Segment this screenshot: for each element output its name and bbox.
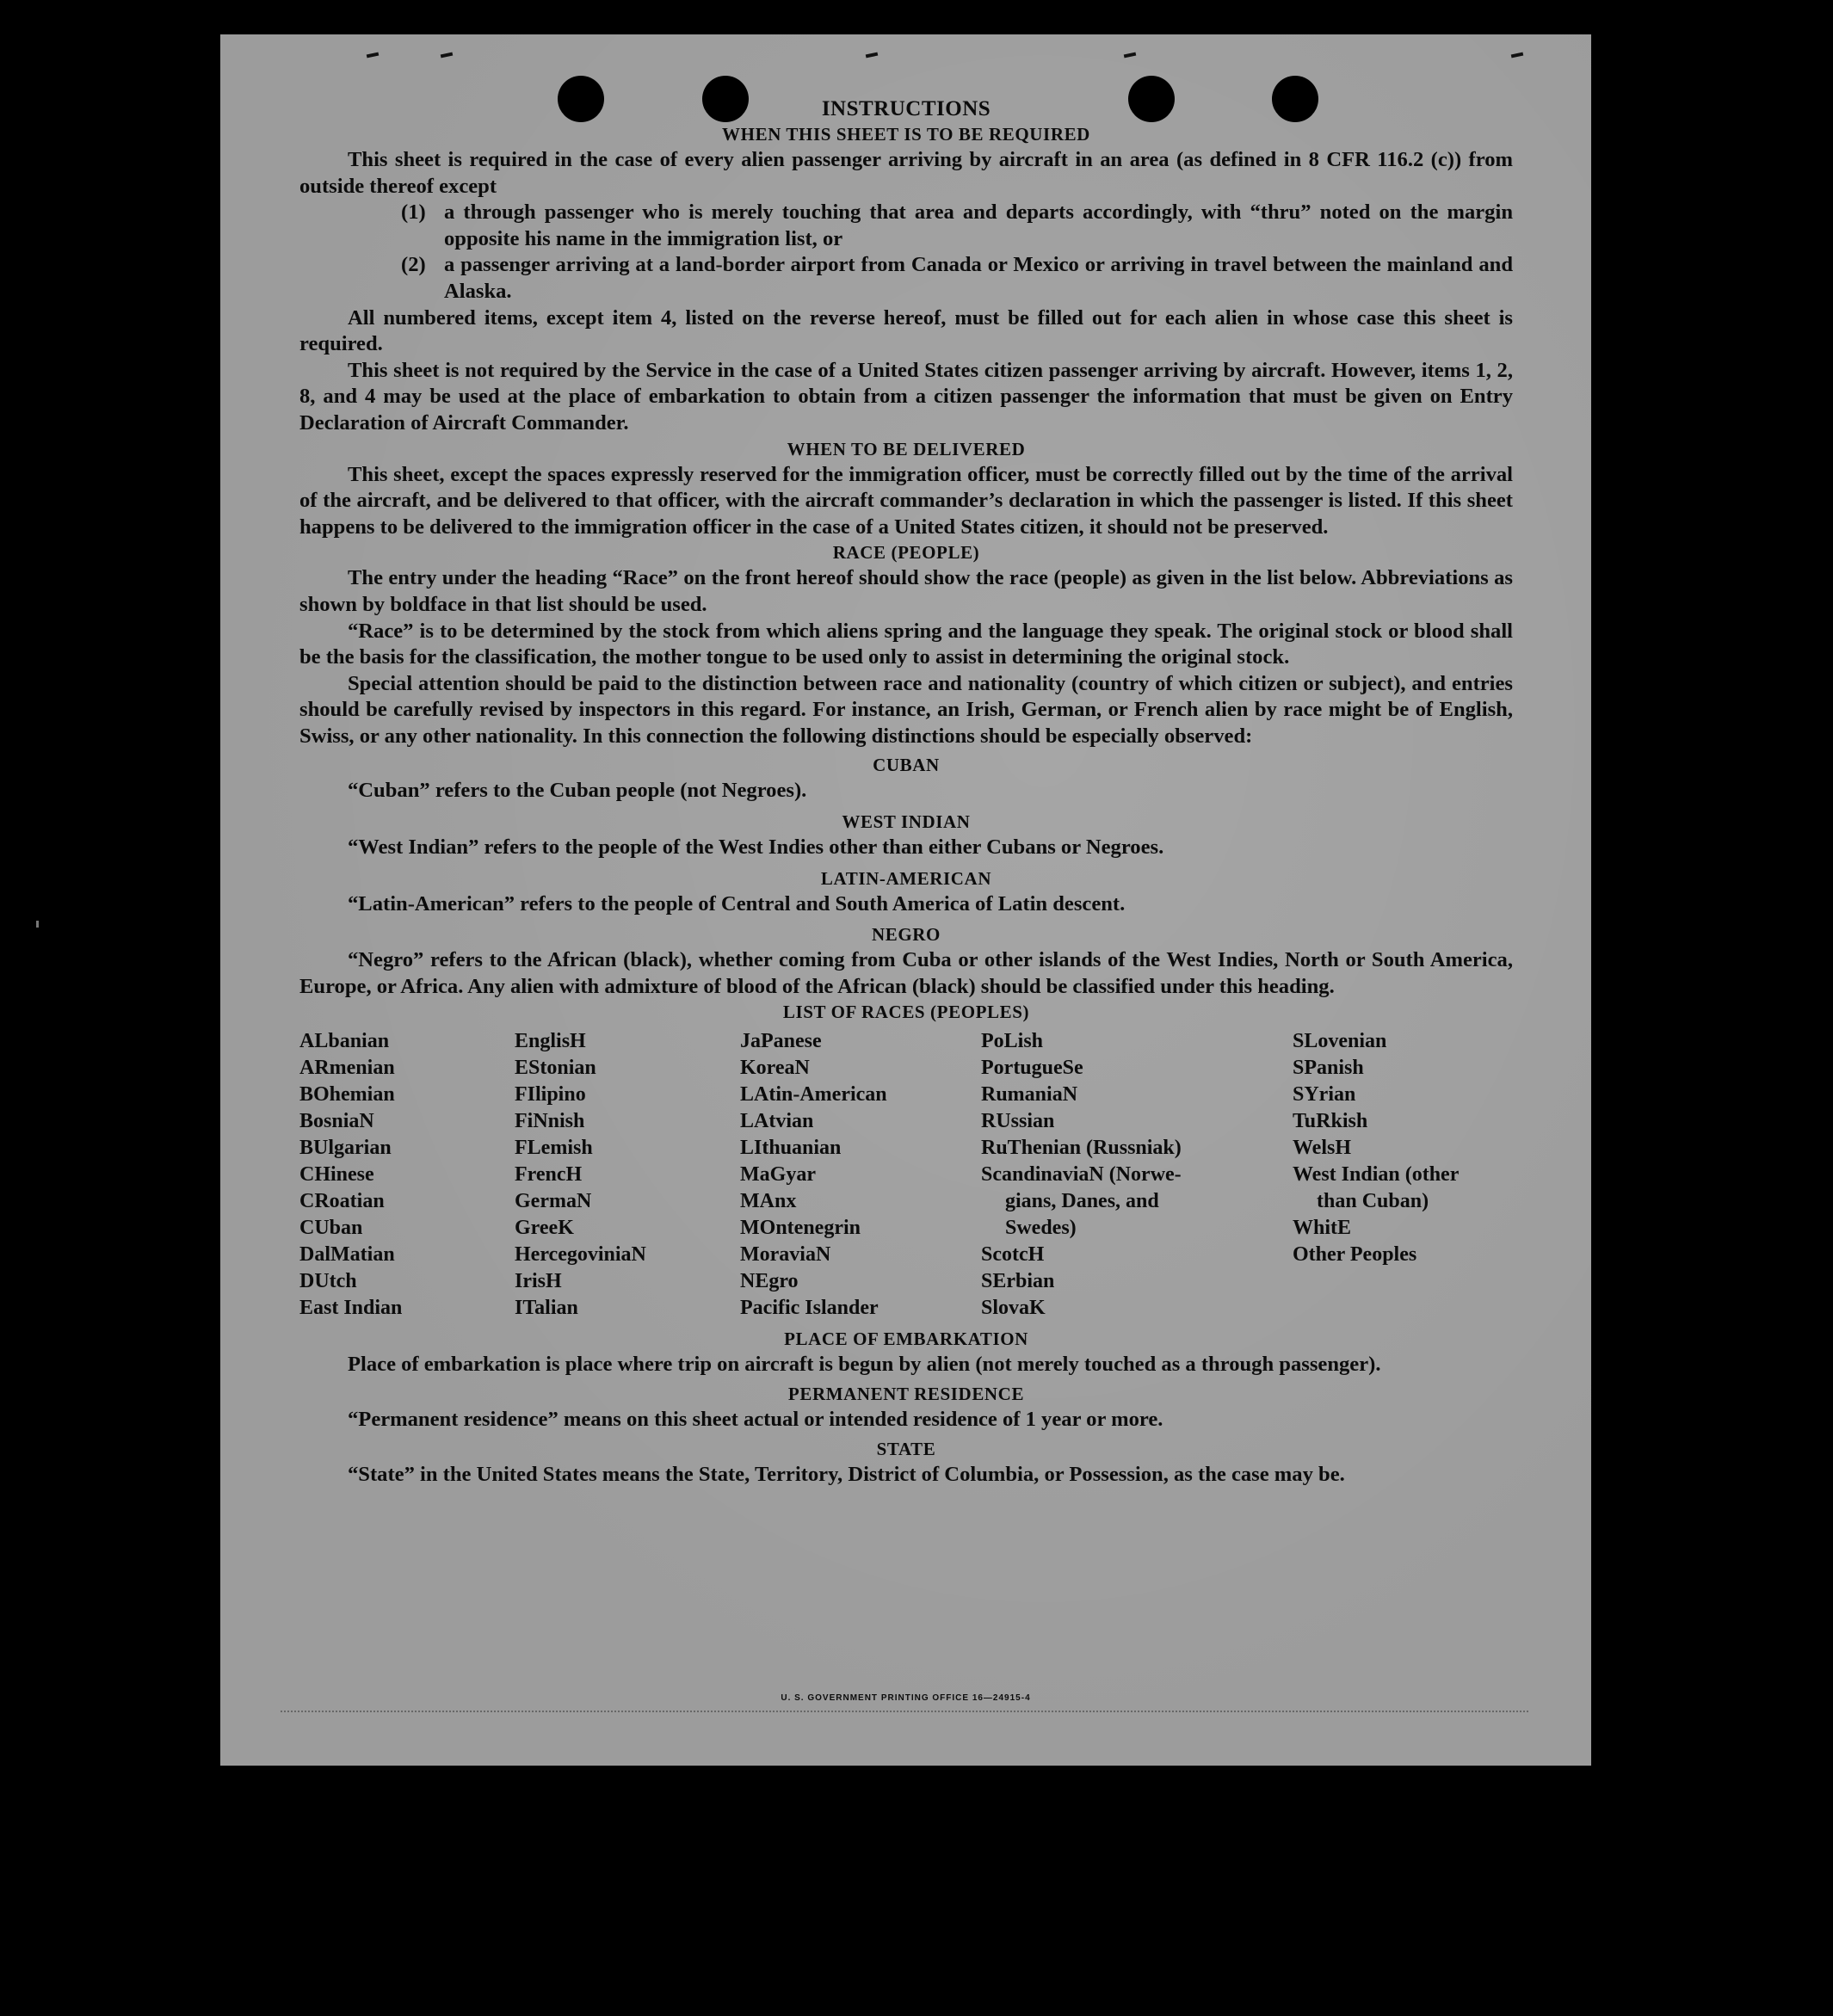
race-entry: BosniaN [299, 1110, 374, 1133]
race-entry: FLemish [515, 1137, 593, 1160]
race-entry: FiNnish [515, 1110, 585, 1133]
citizen-paragraph: This sheet is not required by the Service in the case of a United States citizen passenger arriving by aircraft. However, items 1, 2, 8, and 4 may be used at the place of embarkation to obtain from a citizen passenger the information that must be given on Entry Declaration of Aircraft Commander. [299, 358, 1513, 435]
document-sheet [220, 34, 1591, 1766]
edge-mark [1511, 52, 1524, 59]
item-number: (1) [401, 200, 426, 225]
race-entry: FIlipino [515, 1083, 586, 1107]
race-entry: Pacific Islander [740, 1297, 879, 1320]
instructions-content [299, 96, 1513, 1488]
race-entry: NEgro [740, 1270, 799, 1293]
required-intro: This sheet is required in the case of every alien passenger arriving by aircraft in an area (as defined in 8 CFR 116.2 (c)) from outside thereof except [299, 148, 1513, 198]
race-paragraph-1: The entry under the heading “Race” on the front hereof should show the race (people) as given in the list below. Abbreviations as shown by boldface in that list should be used. [299, 566, 1513, 616]
definition-cuban: “Cuban” refers to the Cuban people (not Negroes). [348, 779, 807, 803]
race-entry: EnglisH [515, 1030, 586, 1053]
race-entry: HercegoviniaN [515, 1243, 646, 1267]
race-entry: EStonian [515, 1057, 596, 1080]
race-entry: RuThenian (Russniak) [981, 1137, 1182, 1160]
footer-rule [281, 1711, 1528, 1712]
races-column-2 [515, 1028, 740, 1322]
race-entry-continued: Swedes) [1005, 1217, 1077, 1240]
race-entry: GreeK [515, 1217, 574, 1240]
race-entry: CRoatian [299, 1190, 385, 1213]
race-paragraph-2: “Race” is to be determined by the stock from which aliens spring and the language they speak. The original stock or blood shall be the basis for the classification, the mother tongue to be used only to assist in determining the original stock. [299, 619, 1513, 669]
page-title: INSTRUCTIONS [821, 97, 991, 120]
race-entry: SYrian [1293, 1083, 1356, 1107]
definition-heading-latin-american: LATIN-AMERICAN [820, 867, 992, 889]
definition-west-indian: “West Indian” refers to the people of the West Indies other than either Cubans or Negroes. [348, 835, 1164, 860]
race-entry: SPanish [1293, 1057, 1364, 1080]
races-column-4 [981, 1028, 1293, 1322]
section-heading-race: RACE (PEOPLE) [832, 542, 980, 564]
race-entry: ScandinaviaN (Norwe- [981, 1163, 1182, 1187]
definition-heading-west-indian: WEST INDIAN [842, 811, 971, 833]
race-entry: FrencH [515, 1163, 583, 1187]
races-column-1 [299, 1028, 515, 1322]
exception-item-2 [299, 252, 1513, 305]
delivered-paragraph: This sheet, except the spaces expressly reserved for the immigration officer, must be correctly filled out by the time of the arrival of the aircraft, and be delivered to that officer, with the aircraft commander’s declaration in which the passenger is listed. If this sheet happens to be delivered to the immigration officer in the case of a United States citizen, it should not be preserved. [299, 462, 1513, 539]
race-entry: PortugueSe [981, 1057, 1083, 1080]
definition-negro: “Negro” refers to the African (black), whether coming from Cuba or other islands of the West Indies, North or South America, Europe, or Africa. Any alien with admixture of blood of the African (black) should be classified under this heading. [299, 948, 1513, 998]
race-entry-continued: gians, Danes, and [1005, 1190, 1159, 1213]
race-entry: TuRkish [1293, 1110, 1368, 1133]
race-entry: DUtch [299, 1270, 357, 1293]
race-entry: LAtvian [740, 1110, 814, 1133]
definition-heading-negro: NEGRO [871, 924, 941, 946]
race-entry: ALbanian [299, 1030, 390, 1053]
race-entry: KoreaN [740, 1057, 810, 1080]
race-entry: DalMatian [299, 1243, 395, 1267]
definition-latin-american: “Latin-American” refers to the people of Central and South America of Latin descent. [348, 891, 1126, 916]
race-entry: CHinese [299, 1163, 374, 1187]
section-heading-state: STATE [876, 1438, 936, 1459]
race-entry: Other Peoples [1293, 1243, 1417, 1267]
race-entry: WelsH [1293, 1137, 1352, 1160]
race-entry: ARmenian [299, 1057, 395, 1080]
race-entry: BUlgarian [299, 1137, 392, 1160]
state-paragraph: “State” in the United States means the State, Territory, District of Columbia, or Possession, as the case may be. [348, 1462, 1345, 1486]
races-list-heading: LIST OF RACES (PEOPLES) [782, 1002, 1030, 1023]
race-entry: IrisH [515, 1270, 562, 1293]
race-entry: MOntenegrin [740, 1217, 861, 1240]
exception-item-1 [299, 200, 1513, 252]
race-entry: BOhemian [299, 1083, 395, 1107]
race-entry: West Indian (other [1293, 1163, 1460, 1187]
race-entry: MoraviaN [740, 1243, 831, 1267]
race-entry: RUssian [981, 1110, 1055, 1133]
race-entry: LIthuanian [740, 1137, 842, 1160]
race-entry: SLovenian [1293, 1030, 1387, 1053]
numbered-items-paragraph: All numbered items, except item 4, listed on the reverse hereof, must be filled out for each alien in whose case this sheet is required. [299, 305, 1513, 356]
residence-paragraph: “Permanent residence” means on this sheet actual or intended residence of 1 year or more. [348, 1408, 1163, 1432]
race-entry-continued: than Cuban) [1317, 1190, 1429, 1213]
race-entry: JaPanese [740, 1030, 822, 1053]
race-paragraph-3: Special attention should be paid to the distinction between race and nationality (country of which citizen or subject), and entries should be carefully revised by inspectors in this regard. For instance, an Irish, German, or French alien by race might be of English, Swiss, or any other nationality. In this connection the following distinctions should be especially observed: [299, 671, 1513, 748]
races-column-3 [740, 1028, 981, 1322]
race-entry: East Indian [299, 1297, 403, 1320]
race-entry: GermaN [515, 1190, 592, 1213]
races-list [299, 1028, 1513, 1322]
edge-mark [866, 52, 879, 59]
race-entry: ITalian [515, 1297, 578, 1320]
race-entry: WhitE [1293, 1217, 1352, 1240]
race-entry: SlovaK [981, 1297, 1046, 1320]
definition-heading-cuban: CUBAN [873, 755, 940, 776]
race-entry: SErbian [981, 1270, 1055, 1293]
section-heading-delivered: WHEN TO BE DELIVERED [787, 438, 1026, 459]
race-entry: RumaniaN [981, 1083, 1078, 1107]
scan-speck [36, 921, 39, 928]
section-heading-embarkation: PLACE OF EMBARKATION [784, 1329, 1028, 1350]
races-column-5 [1293, 1028, 1513, 1322]
item-text: a passenger arriving at a land-border airport from Canada or Mexico or arriving in travel between the mainland and Alaska. [444, 253, 1513, 303]
printing-office-imprint: U. S. GOVERNMENT PRINTING OFFICE 16—24915-4 [781, 1693, 1031, 1703]
item-number: (2) [401, 253, 426, 277]
edge-mark [1124, 52, 1137, 59]
race-entry: MaGyar [740, 1163, 816, 1187]
race-entry: ScotcH [981, 1243, 1045, 1267]
section-heading-required: WHEN THIS SHEET IS TO BE REQUIRED [722, 124, 1090, 145]
edge-mark [367, 52, 380, 59]
race-entry: LAtin-American [740, 1083, 887, 1107]
embarkation-paragraph: Place of embarkation is place where trip on aircraft is begun by alien (not merely touched as a through passenger). [348, 1353, 1381, 1377]
edge-mark [441, 52, 454, 59]
race-entry: MAnx [740, 1190, 797, 1213]
race-entry: PoLish [981, 1030, 1044, 1053]
item-text: a through passenger who is merely touching that area and departs accordingly, with “thru” noted on the margin opposite his name in the immigration list, or [444, 200, 1513, 250]
race-entry: CUban [299, 1217, 363, 1240]
section-heading-residence: PERMANENT RESIDENCE [787, 1384, 1025, 1405]
